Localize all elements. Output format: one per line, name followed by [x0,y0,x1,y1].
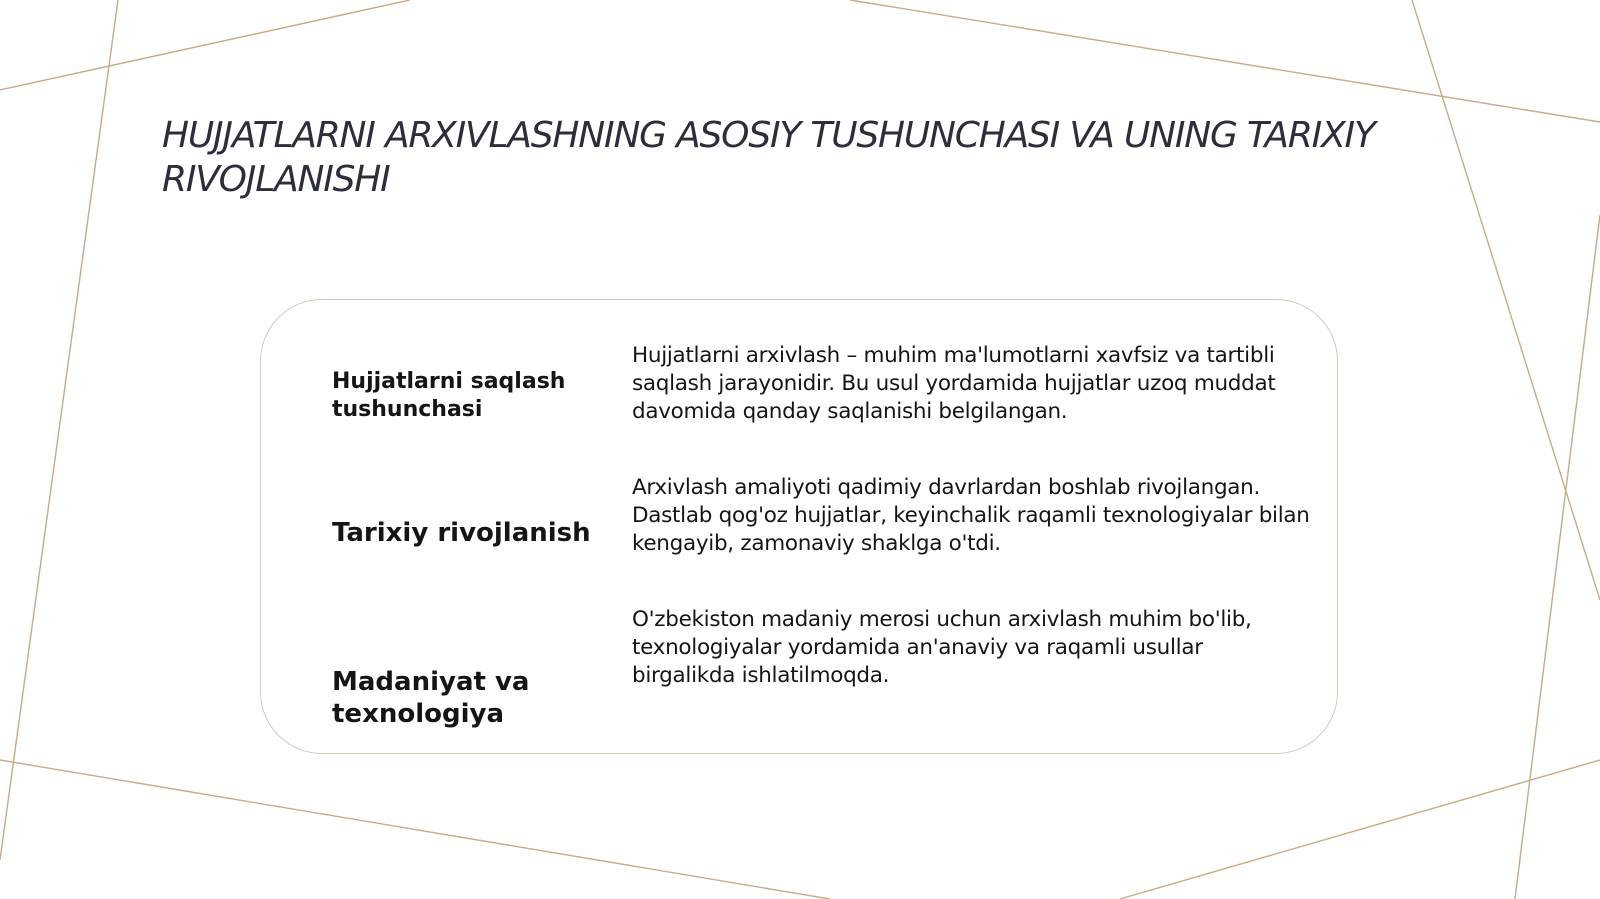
deco-line [1120,760,1600,899]
row-description-historical-development: Arxivlash amaliyoti qadimiy davrlardan boshlab rivojlangan. Dastlab qog'oz hujjatlar, keyinchalik raqamli texnologiyalar bilan kengayib, zamonaviy shaklga o'tdi. [632,475,1310,556]
deco-line [850,0,1600,122]
slide-title: HUJJATLARNI ARXIVLASHNING ASOSIY TUSHUNCHASI VA UNING TARIXIY RIVOJLANISHI [162,115,1375,200]
deco-line [1412,0,1600,600]
row-label-culture-technology: Madaniyat va texnologiya [332,667,530,729]
deco-line [0,0,118,860]
deco-line [0,0,410,90]
deco-line [0,760,830,899]
row-description-culture-technology: O'zbekiston madaniy merosi uchun arxivlash muhim bo'lib, texnologiyalar yordamida an'anaviy va raqamli usullar birgalikda ishlatilmoqda. [632,607,1252,688]
content-card [260,299,1338,754]
row-label-historical-development: Tarixiy rivojlanish [332,518,591,548]
row-label-storage-concept: Hujjatlarni saqlash tushunchasi [332,369,566,422]
row-description-storage-concept: Hujjatlarni arxivlash – muhim ma'lumotlarni xavfsiz va tartibli saqlash jarayonidir. Bu usul yordamida hujjatlar uzoq muddat davomida qanday saqlanishi belgilangan. [632,343,1276,424]
